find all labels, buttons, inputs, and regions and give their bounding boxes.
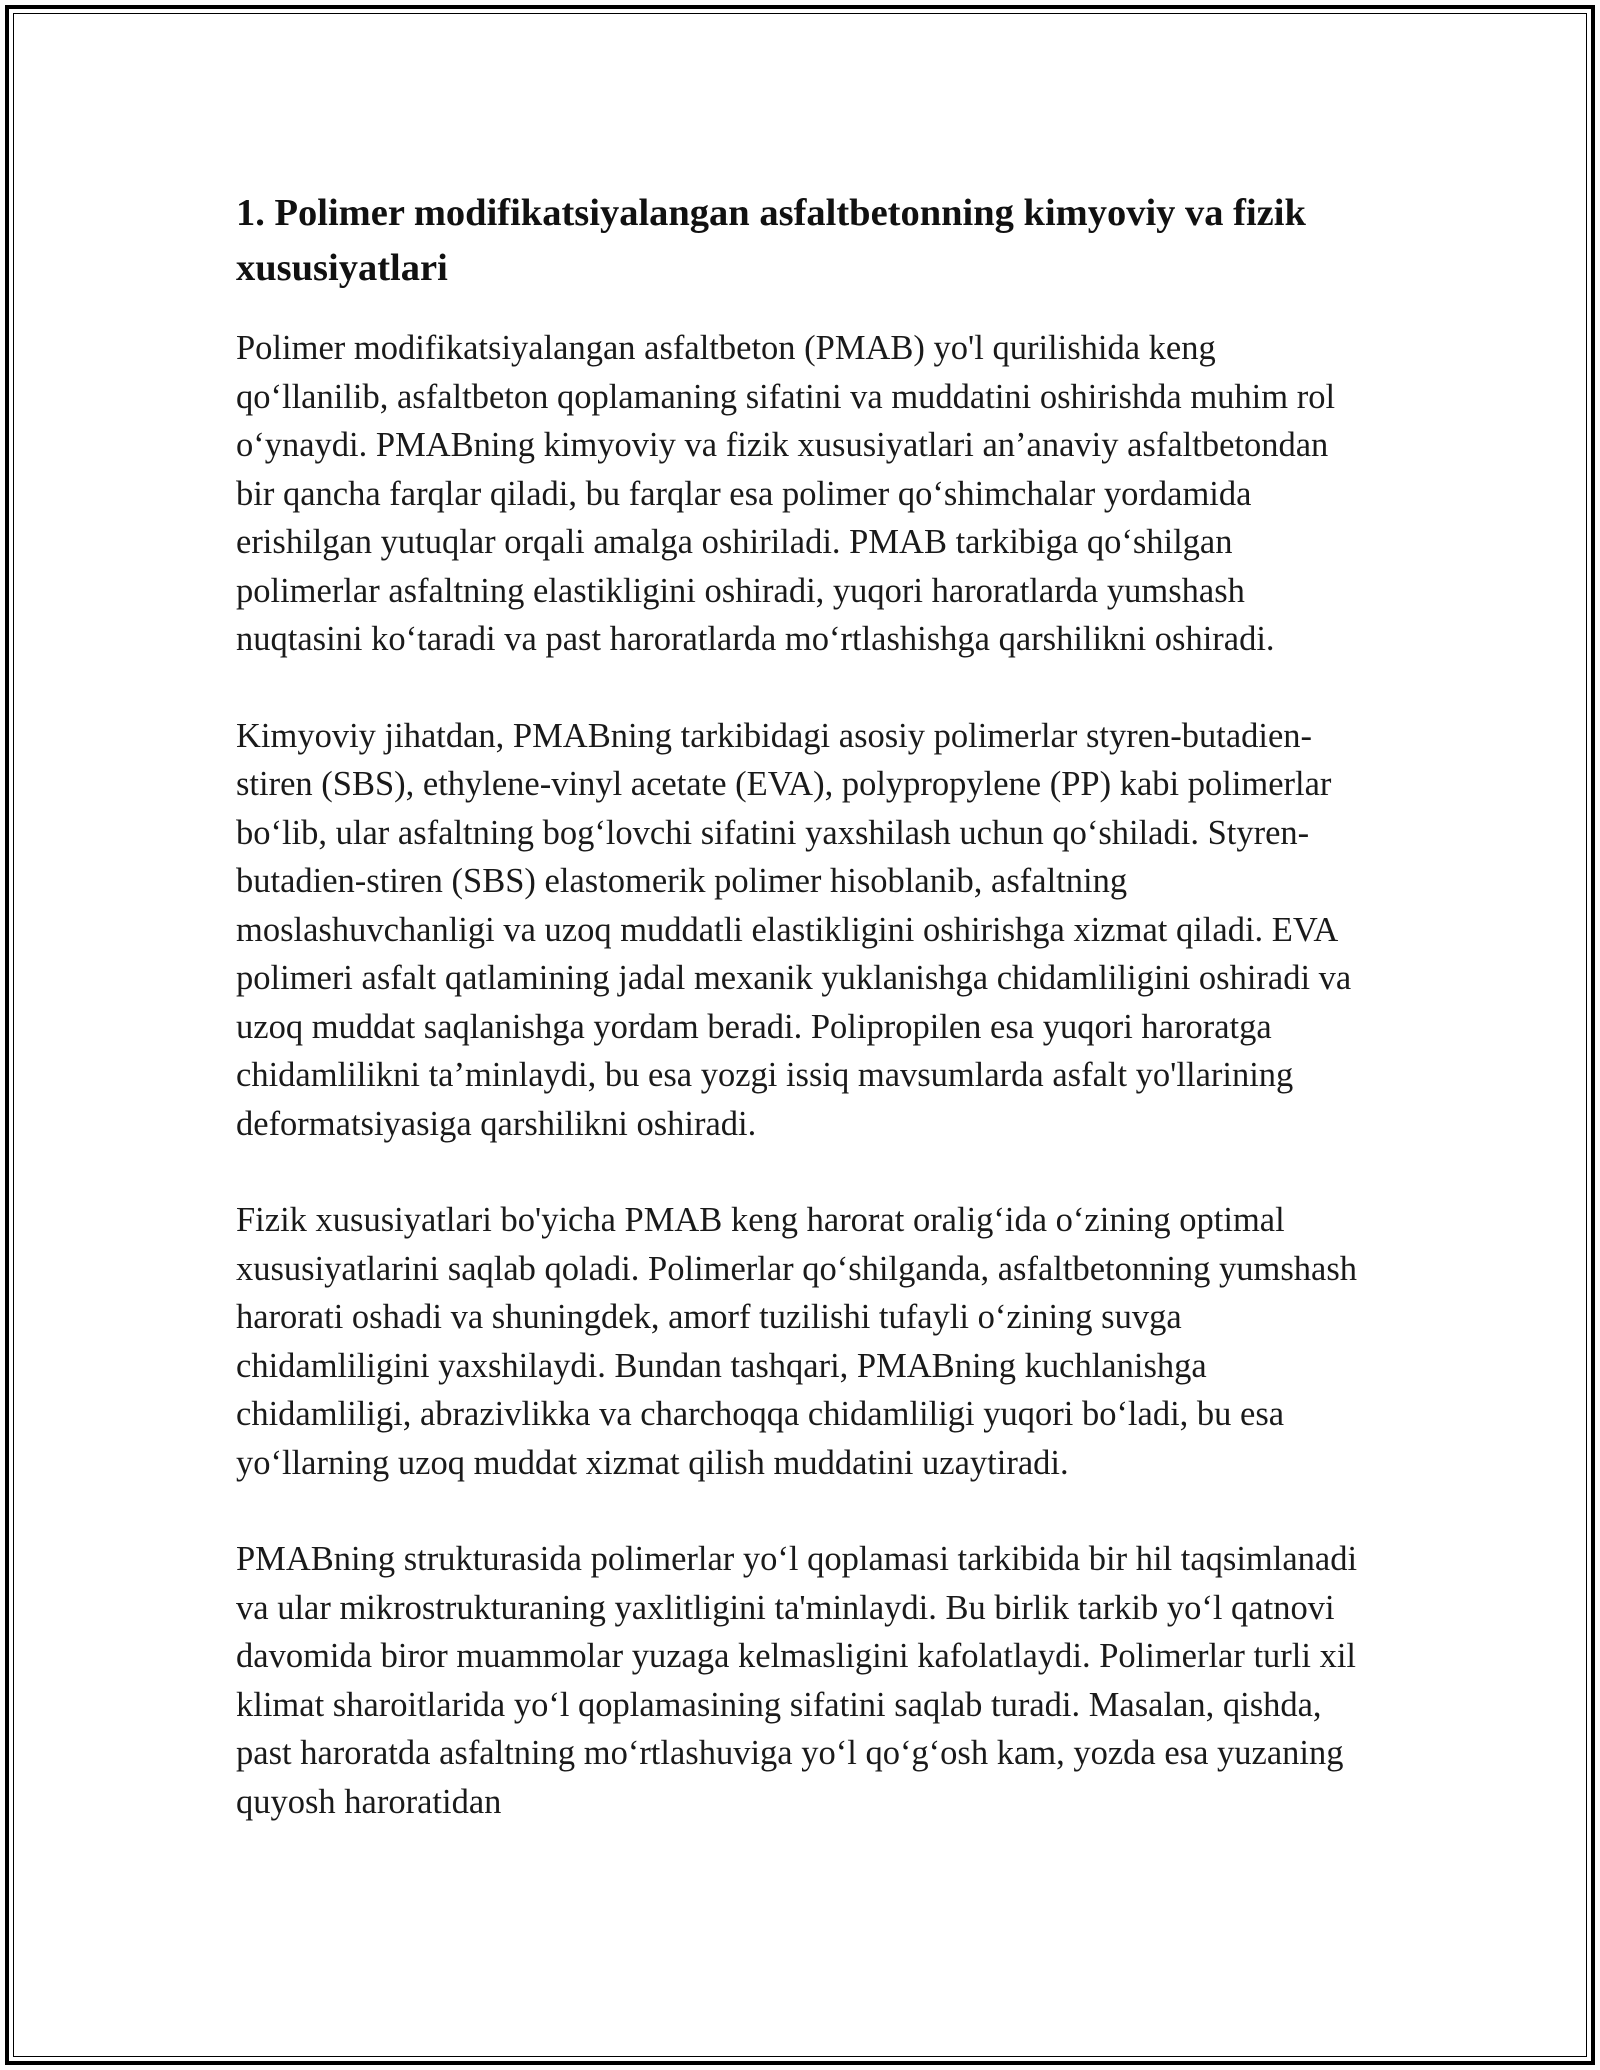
section-heading: 1. Polimer modifikatsiyalangan asfaltbetonning kimyoviy va fizik xususiyatlari: [236, 192, 1306, 289]
document-content: [236, 186, 1366, 1874]
paragraph-chemical-properties: Kimyoviy jihatdan, PMABning tarkibidagi asosiy polimerlar styren-butadien-stiren (SBS), ethylene-vinyl acetate (EVA), polypropylene (PP) kabi polimerlar bo‘lib, ular asfaltning bog‘lovchi sifatini yaxshilash uchun qo‘shiladi. Styren-butadien-stiren (SBS) elastomerik polimer hisoblanib, asfaltning moslashuvchanligi va uzoq muddatli elastikligini oshirishga xizmat qiladi. EVA polimeri asfalt qatlamining jadal mexanik yuklanishga chidamliligini oshiradi va uzoq muddat saqlanishga yordam beradi. Polipropilen esa yuqori haroratga chidamlilikni ta’minlaydi, bu esa yozgi issiq mavsumlarda asfalt yo'llarining deformatsiyasiga qarshilikni oshiradi.: [236, 716, 1352, 1143]
paragraph-intro: Polimer modifikatsiyalangan asfaltbeton (PMAB) yo'l qurilishida keng qo‘llanilib, asfaltbeton qoplamaning sifatini va muddatini oshirishda muhim rol o‘ynaydi. PMABning kimyoviy va fizik xususiyatlari an’anaviy asfaltbetondan bir qancha farqlar qiladi, bu farqlar esa polimer qo‘shimchalar yordamida erishilgan yutuqlar orqali amalga oshiriladi. PMAB tarkibiga qo‘shilgan polimerlar asfaltning elastikligini oshiradi, yuqori haroratlarda yumshash nuqtasini ko‘taradi va past haroratlarda mo‘rtlashishga qarshilikni oshiradi.: [236, 329, 1336, 658]
paragraph-physical-properties: Fizik xususiyatlari bo'yicha PMAB keng harorat oralig‘ida o‘zining optimal xususiyatlarini saqlab qoladi. Polimerlar qo‘shilganda, asfaltbetonning yumshash harorati oshadi va shuningdek, amorf tuzilishi tufayli o‘zining suvga chidamliligini yaxshilaydi. Bundan tashqari, PMABning kuchlanishga chidamliligi, abrazivlikka va charchoqqa chidamliligi yuqori bo‘ladi, bu esa yo‘llarning uzoq muddat xizmat qilish muddatini uzaytiradi.: [236, 1201, 1358, 1482]
paragraph-structure: PMABning strukturasida polimerlar yo‘l qoplamasi tarkibida bir hil taqsimlanadi va ular mikrostrukturaning yaxlitligini ta'minlaydi. Bu birlik tarkib yo‘l qatnovi davomida biror muammolar yuzaga kelmasligini kafolatlaydi. Polimerlar turli xil klimat sharoitlarida yo‘l qoplamasining sifatini saqlab turadi. Masalan, qishda, past haroratda asfaltning mo‘rtlashuviga yo‘l qo‘g‘osh kam, yozda esa yuzaning quyosh haroratidan: [236, 1540, 1358, 1821]
